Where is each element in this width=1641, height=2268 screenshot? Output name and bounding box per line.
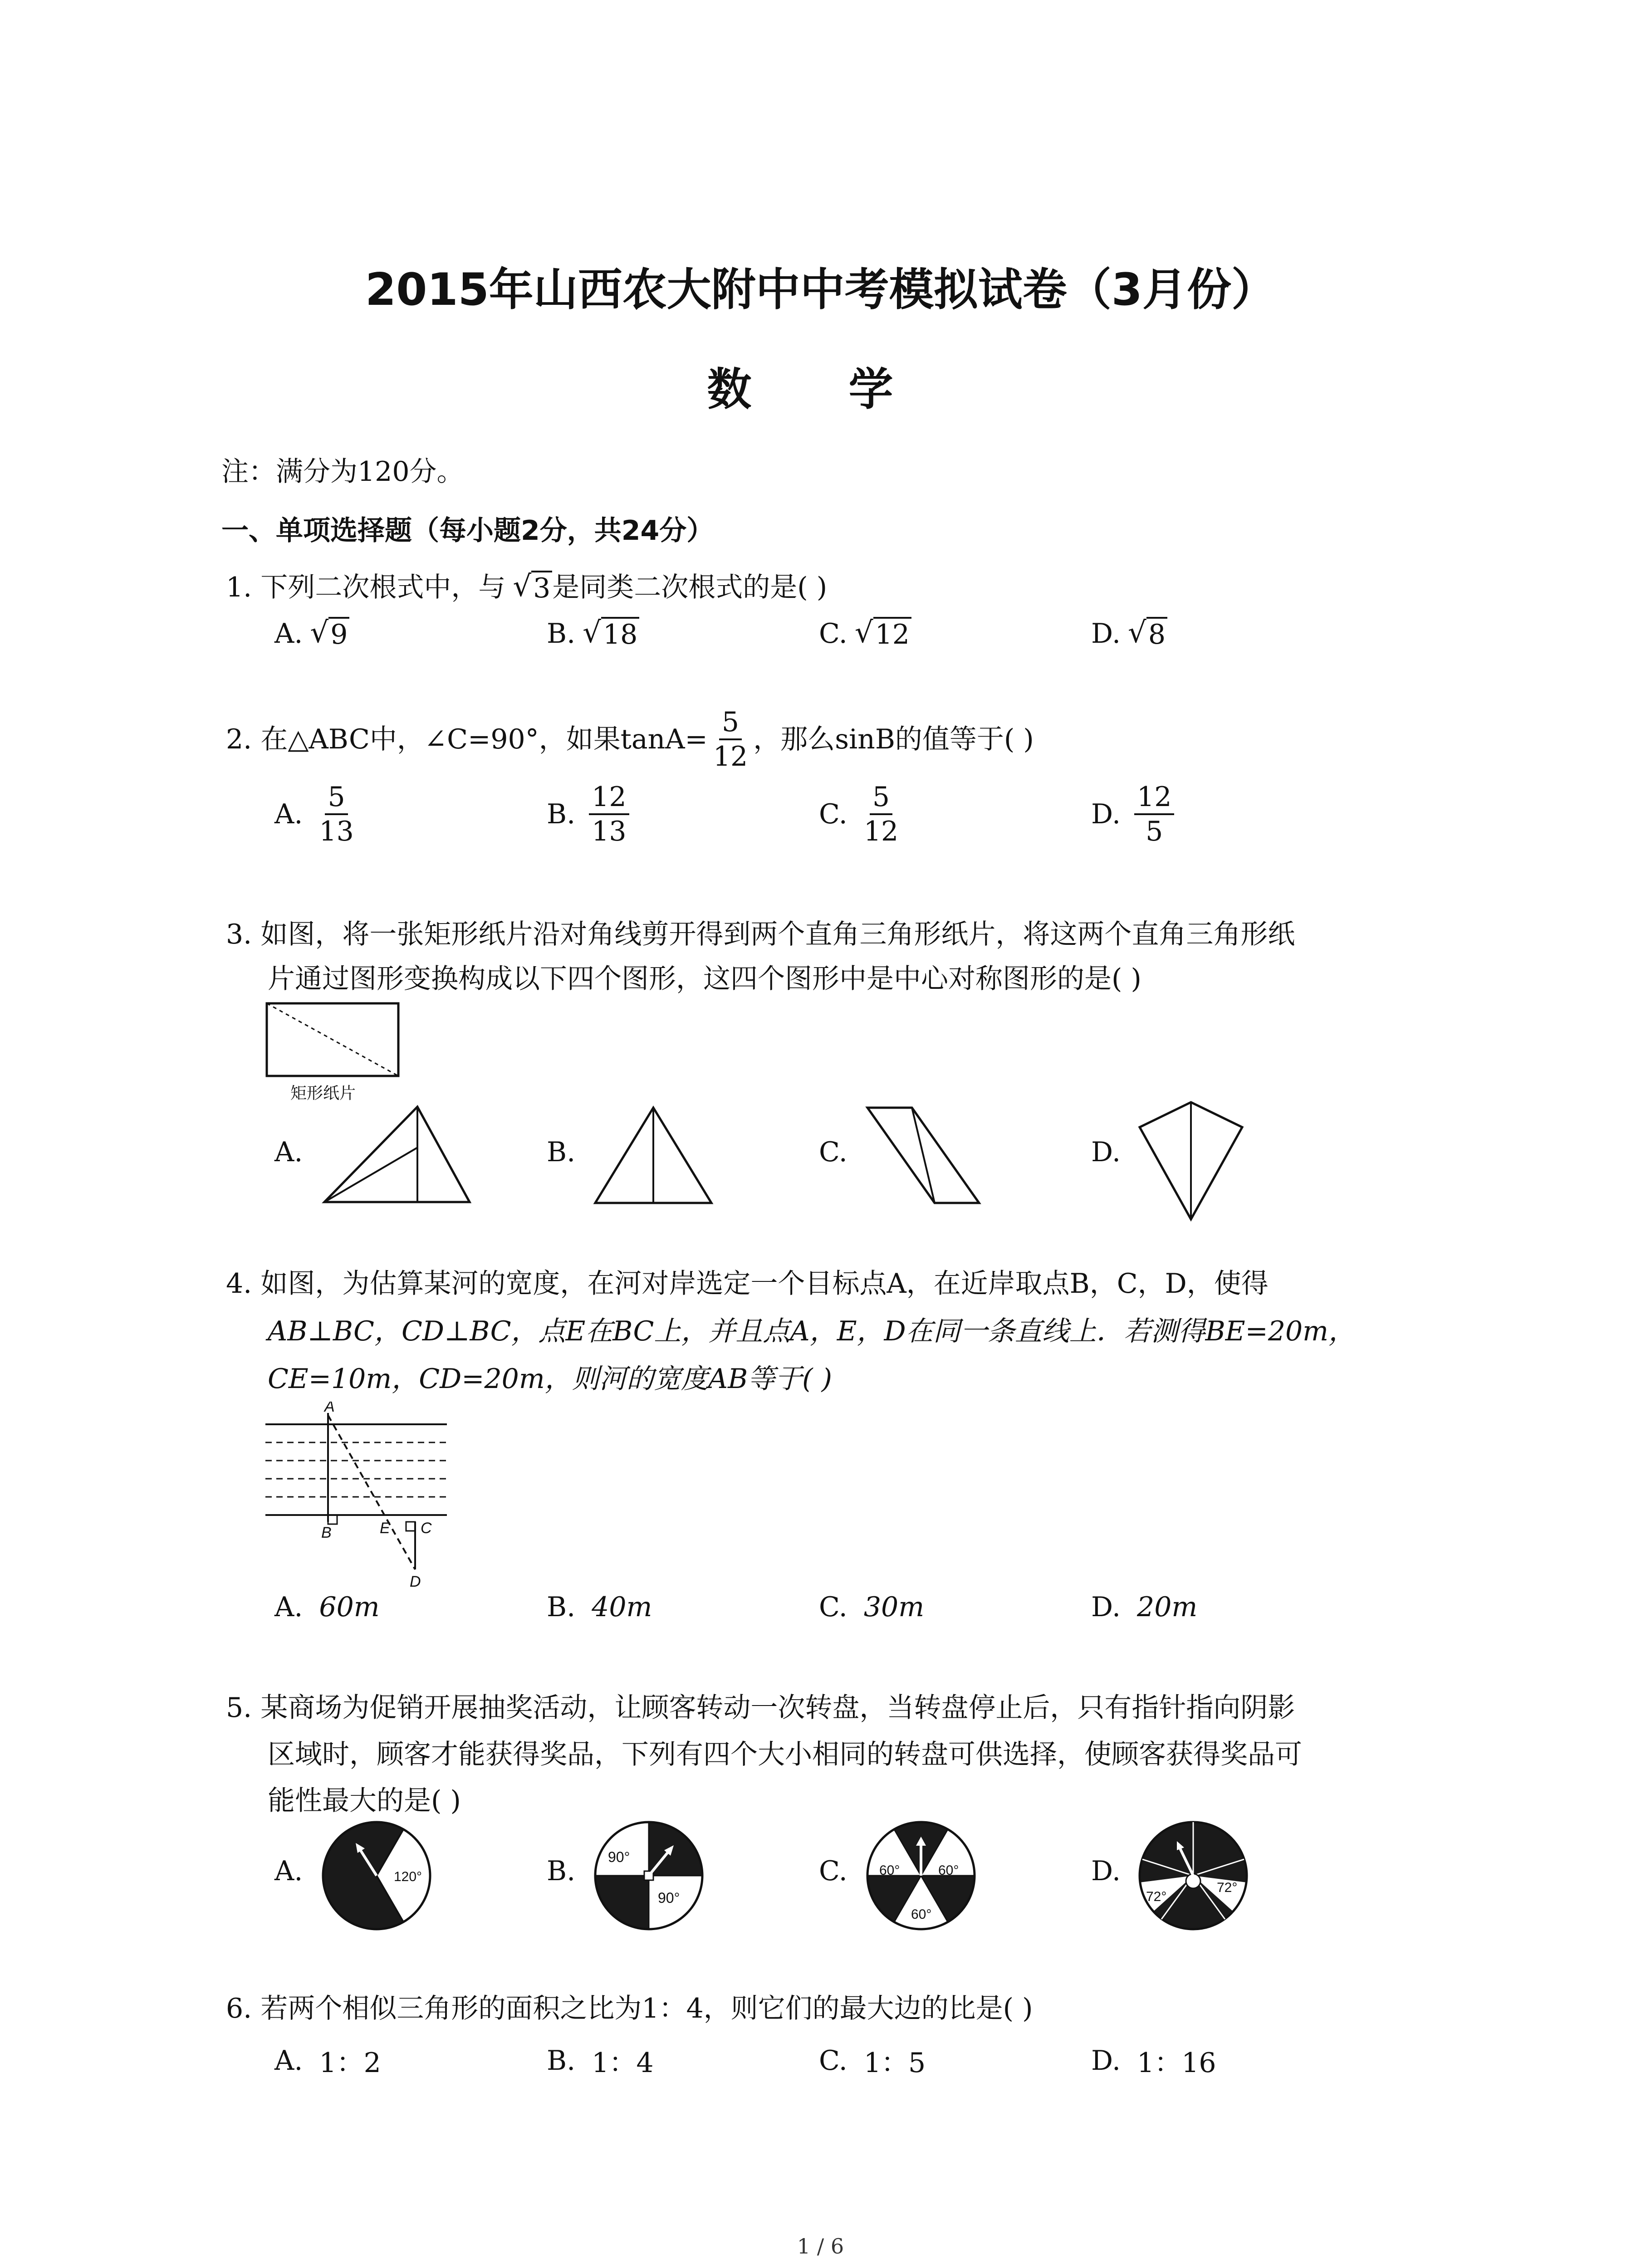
question-1-text-pre: 1. 下列二次根式中，与 (226, 572, 506, 603)
question-4-line-2: AB⊥BC，CD⊥BC，点E在BC上，并且点A，E，D在同一条直线上．若测得BE=20m， (268, 1315, 1356, 1347)
spinner-b-angle-1: 90° (608, 1849, 630, 1865)
spinner-c-angle-2: 60° (938, 1863, 959, 1878)
q3-figure-a (318, 1102, 476, 1211)
spinner-c (862, 1817, 980, 1935)
q2-option-c[interactable]: C. $\frac{5}{12}$ (819, 781, 899, 847)
page-number: 1 / 6 (797, 2234, 844, 2258)
q1-option-c[interactable]: C. √ 12 (819, 617, 911, 650)
question-6: 6. 若两个相似三角形的面积之比为1：4，则它们的最大边的比是( ) (226, 1993, 1033, 2024)
q3-figure-c (862, 1102, 989, 1211)
exam-title: 2015年山西农大附中中考模拟试卷（3月份） (365, 264, 1276, 316)
question-1-radical: √ 3 (513, 571, 552, 604)
question-4-line-1: 4. 如图，为估算某河的宽度，在河对岸选定一个目标点A，在近岸取点B，C，D，使得 (226, 1268, 1269, 1300)
section-heading: 一、单项选择题（每小题2分，共24分） (221, 515, 714, 547)
point-e-label: E (380, 1520, 390, 1537)
q3-figure-d (1134, 1098, 1248, 1225)
spinner-c-angle-3: 60° (911, 1907, 932, 1922)
q5-option-c[interactable]: C. (819, 1855, 847, 1887)
q4-option-a[interactable]: A. 60m (274, 1591, 380, 1623)
point-c-label: C (421, 1520, 432, 1537)
q3-figure-b (590, 1102, 717, 1211)
rectangle-paper-caption: 矩形纸片 (290, 1084, 356, 1102)
q1-option-a[interactable]: A. √ 9 (274, 617, 349, 650)
rectangle-paper-figure (259, 998, 408, 1107)
q4-option-c[interactable]: C. 30m (819, 1591, 925, 1623)
q3-option-b[interactable]: B. (547, 1136, 576, 1168)
q2-option-d[interactable]: D. $\frac{12}{5}$ (1091, 782, 1177, 846)
score-note: 注：满分为120分。 (221, 456, 464, 488)
q1-option-d[interactable]: D. √ 8 (1091, 617, 1167, 650)
question-5-line-1: 5. 某商场为促销开展抽奖活动，让顾客转动一次转盘，当转盘停止后，只有指针指向阴影 (226, 1692, 1295, 1724)
q1-option-b[interactable]: B. √ 18 (547, 617, 639, 650)
q4-option-d[interactable]: D. 20m (1091, 1591, 1198, 1623)
question-3-line-2: 片通过图形变换构成以下四个图形，这四个图形中是中心对称图形的是( ) (268, 963, 1141, 995)
q6-option-a[interactable]: A. 1：2 (274, 2045, 381, 2079)
spinner-a (318, 1817, 436, 1935)
q6-option-d[interactable]: D. 1：16 (1091, 2045, 1216, 2079)
point-d-label: D (410, 1573, 421, 1590)
q3-option-a[interactable]: A. (274, 1136, 303, 1168)
spinner-a-angle: 120° (394, 1869, 422, 1884)
q2-option-a[interactable]: A. $\frac{5}{13}$ (274, 781, 354, 847)
question-2-text-post: ，那么sinB的值等于( ) (753, 723, 1034, 755)
spinner-c-angle-1: 60° (879, 1863, 900, 1878)
q3-option-c[interactable]: C. (819, 1136, 847, 1168)
q5-option-d[interactable]: D. (1091, 1855, 1121, 1887)
river-figure (261, 1402, 456, 1592)
spinner-b (590, 1817, 708, 1935)
subject-title: 数 学 (707, 364, 934, 415)
spinner-b-angle-2: 90° (658, 1890, 680, 1906)
question-1-text-post: 是同类二次根式的是( ) (552, 572, 828, 603)
q5-option-a[interactable]: A. (274, 1855, 303, 1887)
spinner-d (1134, 1817, 1252, 1935)
q2-option-b[interactable]: B. $\frac{12}{13}$ (547, 782, 632, 846)
q5-option-b[interactable]: B. (547, 1855, 576, 1887)
q4-option-b[interactable]: B. 40m (547, 1591, 652, 1623)
point-a-label: A (324, 1402, 335, 1415)
question-3-line-1: 3. 如图，将一张矩形纸片沿对角线剪开得到两个直角三角形纸片，将这两个直角三角形纸 (226, 919, 1295, 950)
question-2-fraction: $\frac{5}{12}$ (713, 706, 748, 772)
q6-option-c[interactable]: C. 1：5 (819, 2045, 926, 2079)
spinner-d-angle-2: 72° (1217, 1880, 1238, 1895)
question-5-line-3: 能性最大的是( ) (268, 1785, 461, 1817)
question-1 (226, 571, 827, 604)
question-4-line-3: CE=10m，CD=20m，则河的宽度AB等于( ) (268, 1363, 833, 1395)
spinner-d-angle-1: 72° (1146, 1889, 1167, 1904)
question-2-text-pre: 2. 在△ABC中，∠C=90°，如果tanA= (226, 723, 708, 755)
point-b-label: B (321, 1524, 332, 1541)
q6-option-b[interactable]: B. 1：4 (547, 2045, 654, 2079)
q3-option-d[interactable]: D. (1091, 1136, 1121, 1168)
question-2 (226, 708, 1034, 771)
question-5-line-2: 区域时，顾客才能获得奖品，下列有四个大小相同的转盘可供选择，使顾客获得奖品可 (268, 1739, 1302, 1770)
